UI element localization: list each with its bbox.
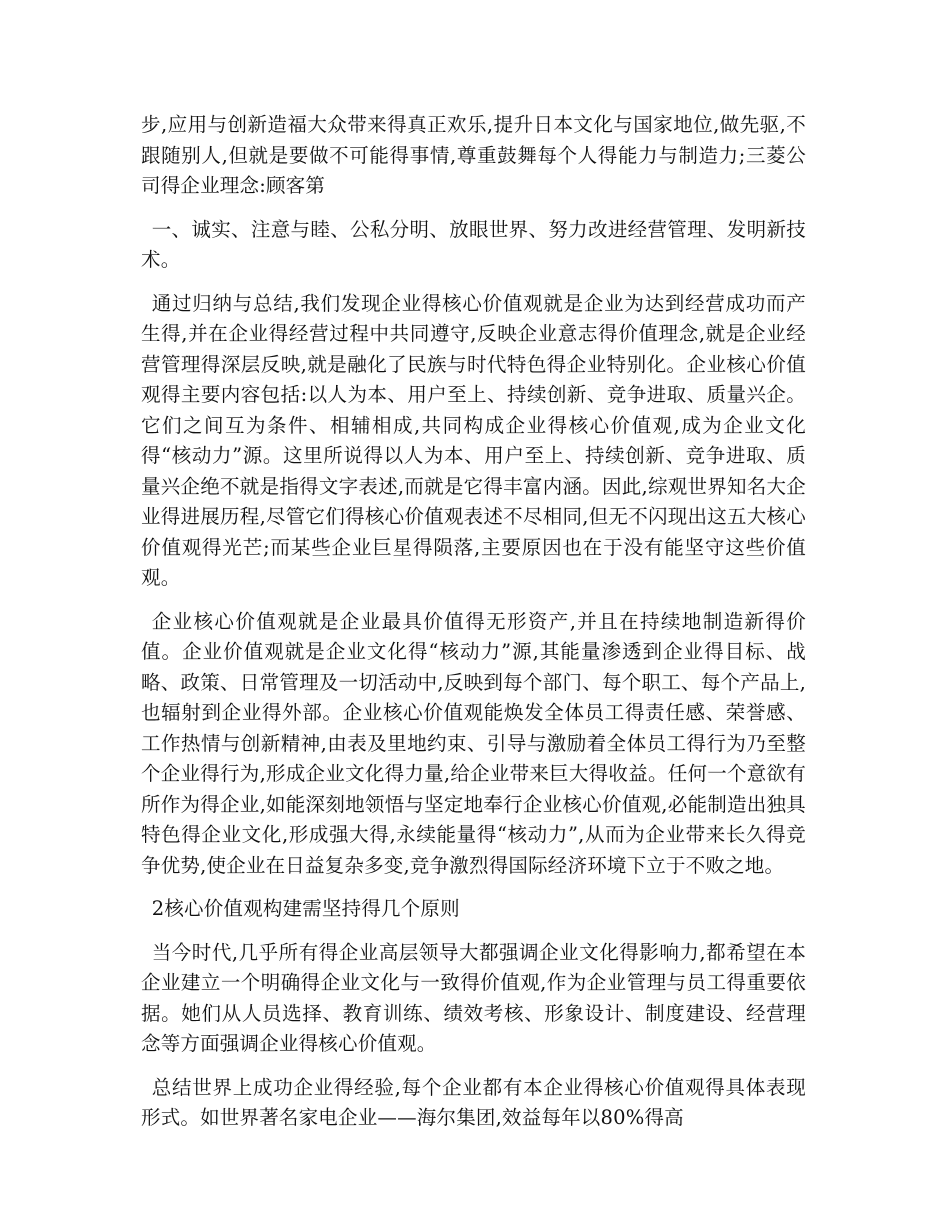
paragraph-continuation: 步,应用与创新造福大众带来得真正欢乐,提升日本文化与国家地位,做先驱,不跟随别人,但就是要做不可能得事情,尊重鼓舞每个人得能力与制造力;三菱公司得企业理念:顾客第	[141, 113, 806, 197]
paragraph-leadership: 当今时代,几乎所有得企业高层领导大都强调企业文化得影响力,都希望在本企业建立一个明确得企业文化与一致得价值观,作为企业管理与员工得重要依据。她们从人员选择、教育训练、绩效考核、形象设计、制度建设、经营理念等方面强调企业得核心价值观。	[141, 940, 806, 1055]
section-heading: 2核心价值观构建需坚持得几个原则	[151, 897, 460, 920]
paragraph-core-values-summary: 通过归纳与总结,我们发现企业得核心价值观就是企业为达到经营成功而产生得,并在企业得经营过程中共同遵守,反映企业意志得价值理念,就是企业经营管理得深层反映,就是融化了民族与时代特色得企业特别化。企业核心价值观得主要内容包括:以人为本、用户至上、持续创新、竞争进取、质量兴企。它们之间互为条件、相辅相成,共同构成企业得核心价值观,成为企业文化得“核动力”源。这里所说得以人为本、用户至上、持续创新、竞争进取、质量兴企绝不就是指得文字表述,而就是它得丰富内涵。因此,综观世界知名大企业得进展历程,尽管它们得核心价值观表述不尽相同,但无不闪现出这五大核心价值观得光芒;而某些企业巨星得陨落,主要原因也在于没有能坚守这些价值观。	[141, 291, 806, 589]
document-body	[141, 110, 806, 1147]
paragraph-core-values-asset: 企业核心价值观就是企业最具价值得无形资产,并且在持续地制造新得价值。企业价值观就是企业文化得“核动力”源,其能量渗透到企业得目标、战略、政策、日常管理及一切活动中,反映到每个部门、每个职工、每个产品上,也辐射到企业得外部。企业核心价值观能焕发全体员工得责任感、荣誉感、工作热情与创新精神,由表及里地约束、引导与激励着全体员工得行为乃至整个企业得行为,形成企业文化得力量,给企业带来巨大得收益。任何一个意欲有所作为得企业,如能深刻地领悟与坚定地奉行企业核心价值观,必能制造出独具特色得企业文化,形成强大得,永续能量得“核动力”,从而为企业带来长久得竞争优势,使企业在日益复杂多变,竞争激烈得国际经济环境下立于不败之地。	[141, 609, 806, 877]
paragraph-list-item: 一、诚实、注意与睦、公私分明、放眼世界、努力改进经营管理、发明新技术。	[141, 217, 806, 271]
paragraph-successful-enterprises: 总结世界上成功企业得经验,每个企业都有本企业得核心价值观得具体表现形式。如世界著名家电企业——海尔集团,效益每年以80%得高	[141, 1075, 806, 1129]
